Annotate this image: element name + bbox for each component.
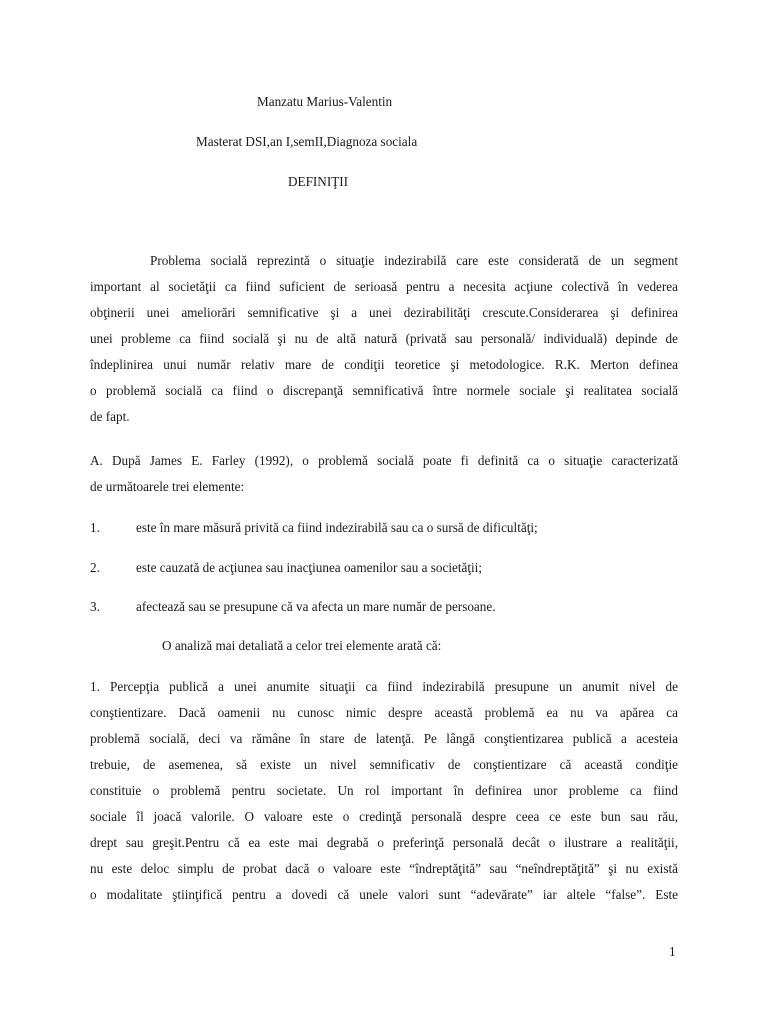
paragraph-line: nu este deloc simplu de probat dacă o valoare este “îndreptăţită” sau “neîndreptăţită” şi nu există: [90, 861, 678, 876]
list-number: 1.: [90, 520, 100, 535]
document-title: DEFINIŢII: [288, 174, 349, 189]
paragraph-line: A. După James E. Farley (1992), o problemă socială poate fi definită ca o situaţie caracterizată: [90, 453, 678, 468]
paragraph-line: constituie o problemă pentru societate. Un rol important în definirea unor probleme ca fiind: [90, 783, 678, 798]
list-number: 3.: [90, 599, 100, 614]
program-line: Masterat DSI,an I,semII,Diagnoza sociala: [196, 134, 418, 149]
paragraph-line: de următoarele trei elemente:: [90, 479, 245, 494]
paragraph-line: conştientizare. Dacă oamenii nu cunosc nimic despre această problemă ea nu va apărea ca: [90, 705, 678, 720]
list-text: este cauzată de acţiunea sau inacţiunea oamenilor sau a societăţii;: [136, 560, 483, 575]
paragraph-line: trebuie, de asemenea, să existe un nivel semnificativ de conştientizare că această condiţie: [90, 757, 678, 772]
paragraph-line: sociale îl joacă valorile. O valoare este o credinţă personală despre ceea ce este bun sau rău,: [90, 809, 678, 824]
paragraph-line: important al societăţii ca fiind suficient de serioasă pentru a necesita acţiune colectivă în vederea: [90, 279, 678, 294]
analysis-intro: O analiză mai detaliată a celor trei elemente arată că:: [162, 638, 442, 653]
paragraph-line: Problema socială reprezintă o situaţie indezirabilă care este considerată de un segment: [150, 253, 678, 268]
list-number: 2.: [90, 560, 100, 575]
paragraph-line: obţinerii unei ameliorări semnificative şi a unei dezirabilităţi crescute.Considerarea şi definirea: [90, 305, 678, 320]
author-name: Manzatu Marius-Valentin: [257, 94, 393, 109]
paragraph-line: o modalitate ştiinţifică pentru a dovedi că unele valori sunt “adevărate” iar altele “false”. Este: [90, 887, 678, 902]
paragraph-line: 1. Percepţia publică a unei anumite situaţii ca fiind indezirabilă presupune un anumit nivel de: [90, 679, 678, 694]
list-text: afectează sau se presupune că va afecta un mare număr de persoane.: [136, 599, 496, 614]
paragraph-line: problemă socială, deci va rămâne în stare de latenţă. Pe lângă conştientizarea publică a acesteia: [90, 731, 678, 746]
paragraph-line: îndeplinirea unui număr relativ mare de condiţii teoretice şi metodologice. R.K. Merton definea: [90, 357, 678, 372]
paragraph-line: o problemă socială ca fiind o discrepanţă semnificativă între normele sociale şi realitatea socială: [90, 383, 678, 398]
paragraph-line: drept sau greşit.Pentru că ea este mai degrabă o preferinţă personală decât o ilustrare a realităţii,: [90, 835, 678, 850]
paragraph-line: de fapt.: [90, 409, 130, 424]
list-text: este în mare măsură privită ca fiind indezirabilă sau ca o sursă de dificultăţi;: [136, 520, 538, 535]
paragraph-line: unei probleme ca fiind socială şi nu de altă natură (privată sau personală/ individuală) depinde de: [90, 331, 678, 346]
page-number: 1: [669, 944, 676, 959]
